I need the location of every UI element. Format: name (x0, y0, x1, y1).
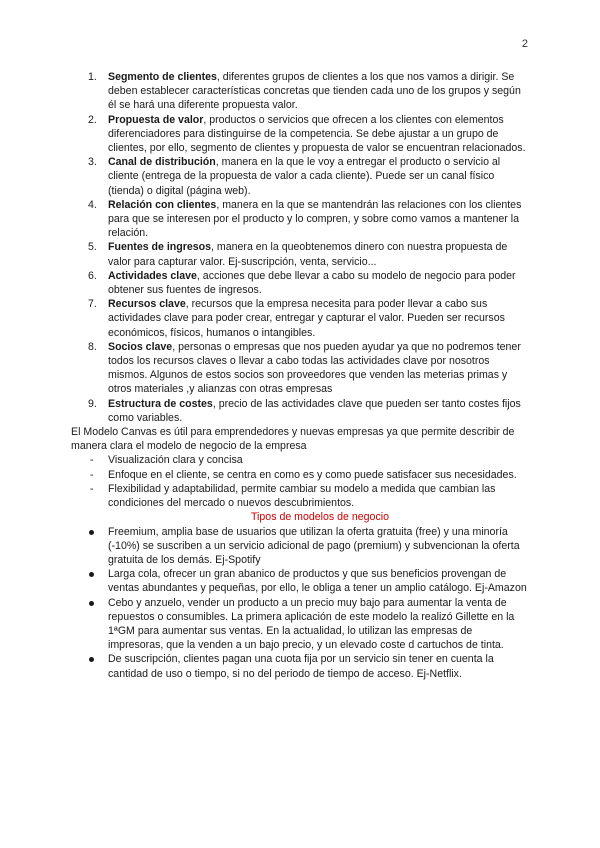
section-heading: Tipos de modelos de negocio (250, 511, 389, 524)
canvas-blocks-list (71, 70, 529, 425)
list-item: 8. Socios clave, personas o empresas que nos pueden ayudar ya que no podremos tener todos los recursos claves o llevar a cabo todas las actividades clave por nosotros mismos. Algunos de estos socios son proveedores que venden las meterias primas y otros materiales ,y alianzas con otras empresas (88, 340, 521, 396)
list-item: 3. Canal de distribución, manera en la que le voy a entregar el producto o servicio al cliente (entrega de la propuesta de valor a cada cliente). Puede ser un canal físico (tienda) o digital (página web). (88, 156, 501, 197)
advantages-list (71, 453, 529, 510)
list-item: 2. Propuesta de valor, productos o servicios que ofrecen a los clientes con elementos diferenciadores para distinguirse de la competencia. Se debe ajustar a un grupo de clientes, por ello, segmento de clientes y propuesta de valor se encuentran relacionados. (88, 113, 526, 155)
item-term: Relación con clientes (108, 198, 217, 211)
bullet-icon (89, 572, 94, 577)
item-text: , diferentes grupos de clientes a los que nos vamos a dirigir. Se deben establecer características concretas que tienden cada uno de los grupos y según él se hará una diferente propuesta valor. (108, 71, 521, 112)
page-number: 2 (521, 38, 528, 50)
item-term: Canal de distribución (108, 156, 216, 169)
item-text: , precio de las actividades clave que pueden ser tanto costes fijos como variables. (108, 397, 521, 424)
list-item: Larga cola, ofrecer un gran abanico de productos y que sus beneficios provengan de ventas abundantes y pequeñas, por ello, le obliga a tener un amplio catálogo. Ej-Amazon (71, 567, 529, 595)
item-text: , manera en la que le voy a entregar el producto o servicio al cliente (entrega de la propuesta de valor a cada cliente). Puede ser un canal físico (tienda) o digital (página web). (108, 156, 501, 197)
bullet-icon (89, 657, 94, 662)
item-term: Segmento de clientes (108, 71, 217, 83)
page-content (71, 70, 529, 681)
item-term: Fuentes de ingresos (108, 241, 212, 254)
item-text: , manera en la que se mantendrán las relaciones con los clientes para que se interesen por el producto y lo compren, y sobre como vamos a mantener la relación. (108, 198, 522, 240)
list-item: 5. Fuentes de ingresos, manera en la queobtenemos dinero con nuestra propuesta de valor para capturar valor. Ej-suscripción, venta, servicio... (88, 241, 508, 268)
list-item: 9. Estructura de costes, precio de las actividades clave que pueden ser tanto costes fijos como variables. (88, 397, 521, 424)
bullet-icon (89, 530, 94, 535)
list-item: 1. Segmento de clientes, diferentes grupos de clientes a los que nos vamos a dirigir. Se deben establecer características concretas que tienden cada uno de los grupos y según él se hará una diferente propuesta valor. (88, 71, 521, 112)
list-item: 6. Actividades clave, acciones que debe llevar a cabo su modelo de negocio para poder obtener sus fuentes de ingresos. (88, 269, 516, 297)
item-term: Estructura de costes (108, 397, 213, 410)
intro-paragraph: El Modelo Canvas es útil para emprendedores y nuevas empresas ya que permite describir de manera clara el modelo de negocio de la empresa (71, 426, 515, 453)
business-models-list (71, 525, 529, 681)
item-term: Propuesta de valor (108, 113, 204, 126)
list-item: 7. Recursos clave, recursos que la empresa necesita para poder llevar a cabo sus actividades clave para poder crear, entregar y capturar el valor. Pueden ser recursos económicos, físicos, humanos o intangibles. (88, 298, 505, 339)
list-item: - Visualización clara y concisa (90, 454, 243, 467)
list-item: 4. Relación con clientes, manera en la que se mantendrán las relaciones con los clientes para que se interesen por el producto y lo compren, y sobre como vamos a mantener la relación. (88, 198, 522, 240)
item-text: , acciones que debe llevar a cabo su modelo de negocio para poder obtener sus fuentes de ingresos. (108, 269, 516, 297)
list-item: - Flexibilidad y adaptabilidad, permite cambiar su modelo a medida que cambian las condiciones del mercado o nuevos descubrimientos. (90, 482, 496, 510)
item-text: , personas o empresas que nos pueden ayudar ya que no podremos tener todos los recursos claves o llevar a cabo todas las actividades clave por nosotros mismos. Algunos de estos socios son proveedores que venden las meterias primas y otros materiales ,y alianzas con otras empresas (108, 340, 521, 396)
item-term: Actividades clave (108, 269, 197, 282)
list-item: Cebo y anzuelo, vender un producto a un precio muy bajo para aumentar la venta de repuestos o consumibles. La primera aplicación de este modelo la realizó Gillette en la 1ªGM para aumentar sus ventas. En la actualidad, lo utilizan las empresas de impresoras, que la venden a un bajo precio, y un elevado coste d cartuchos de tinta. (71, 596, 529, 653)
bullet-icon (89, 601, 94, 606)
list-item: Freemium, amplia base de usuarios que utilizan la oferta gratuita (free) y una minoría (-10%) se suscriben a un servicio adicional de pago (premium) y subvencionan la oferta gratuita de los demás. Ej-Spotify (71, 525, 529, 568)
item-text: , manera en la queobtenemos dinero con nuestra propuesta de valor para capturar valor. Ej-suscripción, venta, servicio... (108, 241, 508, 268)
item-text: , productos o servicios que ofrecen a los clientes con elementos diferenciadores para distinguirse de la competencia. Se debe ajustar a un grupo de clientes, por ello, segmento de clientes y propuesta de valor se encuentran relacionados. (108, 113, 526, 155)
list-item: - Enfoque en el cliente, se centra en como es y como puede satisfacer sus necesidades. (90, 468, 517, 481)
item-term: Socios clave (108, 340, 173, 353)
item-text: , recursos que la empresa necesita para poder llevar a cabo sus actividades clave para poder crear, entregar y capturar el valor. Pueden ser recursos económicos, físicos, humanos o intangibles. (108, 298, 505, 339)
list-item: De suscripción, clientes pagan una cuota fija por un servicio sin tener en cuenta la cantidad de uso o tiempo, si no del periodo de tiempo de acceso. Ej-Netflix. (71, 652, 529, 680)
item-term: Recursos clave (108, 298, 186, 311)
